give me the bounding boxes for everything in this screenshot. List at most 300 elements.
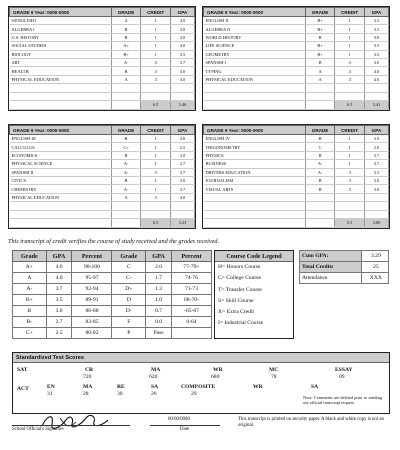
term-total-credit: 6.5 — [335, 100, 365, 109]
legend-item: T= Transfer Course — [218, 286, 262, 293]
course-gpa — [364, 92, 388, 100]
course-row — [10, 185, 195, 193]
course-row — [10, 67, 195, 75]
course-row — [204, 185, 389, 193]
course-name — [10, 210, 112, 218]
course-credit: 1 — [335, 17, 365, 25]
course-row — [204, 67, 389, 75]
sat-header-essay: ESSAY — [335, 367, 353, 373]
course-grade: B+ — [305, 25, 335, 33]
course-gpa: 3.7 — [170, 160, 194, 168]
act-label: ACT — [17, 386, 29, 392]
standardized-test-scores — [12, 352, 390, 414]
gpa-summary-table — [299, 250, 389, 284]
course-credit: 1 — [141, 185, 171, 193]
term-total-spacer — [305, 218, 335, 227]
sat-header-ma: MA — [151, 367, 161, 373]
grade-scale-cell: D+ — [112, 284, 146, 295]
cum-gpa-value: 3.29 — [361, 251, 388, 262]
course-grade — [305, 92, 335, 100]
course-name — [204, 92, 306, 100]
legend-item: X= Extra Credit — [218, 309, 255, 316]
course-row — [204, 33, 389, 41]
course-credit — [335, 202, 365, 210]
course-credit: 1 — [141, 160, 171, 168]
term-total-gpa: 3.23 — [170, 218, 194, 227]
term-total-credit: 6.5 — [141, 218, 171, 227]
grade-scale-cell: 2.0 — [146, 262, 172, 273]
course-credit: .5 — [335, 58, 365, 66]
grade-scale-cell: B — [13, 306, 47, 317]
course-grade — [305, 193, 335, 201]
term-header-cell: GRADE — [305, 126, 335, 135]
course-gpa — [170, 92, 194, 100]
course-grade: B+ — [111, 50, 141, 58]
grade-scale-cell: 1.0 — [146, 295, 172, 306]
course-name: SOCIAL STUDIES — [10, 42, 112, 50]
course-gpa: 4.0 — [170, 42, 194, 50]
course-grade: B — [111, 151, 141, 159]
grade-scale-cell: 3.7 — [46, 284, 72, 295]
grade-scale-header-cell: GPA — [46, 251, 72, 262]
term-header-cell: GRADE — [111, 126, 141, 135]
legend-title: Course Code Legend — [215, 251, 293, 262]
course-name: ECONOMICS — [10, 151, 112, 159]
term-header-cell: GPA — [364, 8, 388, 17]
course-gpa: 4.0 — [364, 67, 388, 75]
date-line — [150, 425, 220, 426]
course-gpa: 3.5 — [170, 50, 194, 58]
grade-scale-cell: B- — [13, 317, 47, 328]
act-header-en: EN — [47, 384, 55, 390]
grade-scale-cell: 2.7 — [46, 317, 72, 328]
course-name — [204, 84, 306, 92]
course-gpa: 3.7 — [364, 160, 388, 168]
date-label: Date — [180, 427, 190, 432]
course-row — [10, 33, 195, 41]
grade-scale-row — [13, 295, 212, 306]
course-gpa: 3.0 — [170, 176, 194, 184]
course-name — [10, 92, 112, 100]
course-row — [10, 176, 195, 184]
course-credit: .5 — [141, 58, 171, 66]
course-grade — [305, 84, 335, 92]
term-total-spacer — [204, 218, 306, 227]
term-header-cell: CREDIT — [335, 126, 365, 135]
course-name: ENGLISH II — [204, 17, 306, 25]
course-grade: B — [305, 176, 335, 184]
course-name — [10, 84, 112, 92]
course-name: SPANISH I — [204, 58, 306, 66]
term-total-spacer — [111, 218, 141, 227]
course-name: BIOLOGY — [10, 50, 112, 58]
grade-scale-cell: 0.7 — [146, 306, 172, 317]
total-credits-label: Total Credits — [300, 262, 362, 273]
term-header-row — [204, 126, 389, 135]
course-row — [204, 92, 389, 100]
course-gpa: 3.0 — [364, 33, 388, 41]
course-gpa: 3.0 — [364, 58, 388, 66]
term-header-cell: CREDIT — [141, 8, 171, 17]
grade-scale-cell: P — [112, 328, 146, 339]
act-value-ma: 28 — [83, 391, 89, 397]
term-header-cell: GRADE 9 Year: 0000-0000 — [10, 8, 112, 17]
course-credit — [335, 92, 365, 100]
term-header-cell: GPA — [364, 126, 388, 135]
summary-row — [300, 273, 389, 284]
term-total-row — [204, 218, 389, 227]
course-credit: 1 — [335, 42, 365, 50]
course-grade: A- — [111, 168, 141, 176]
grade-scale-cell: 80-82 — [72, 328, 112, 339]
grade-scale-cell: A- — [13, 284, 47, 295]
course-name: PHYSICS — [204, 151, 306, 159]
term-total-row — [204, 100, 389, 109]
act-header-composite: COMPOSITE — [181, 384, 216, 390]
course-grade — [305, 210, 335, 218]
signature-line — [12, 425, 130, 426]
course-grade: B+ — [305, 17, 335, 25]
grade-scale-row — [13, 317, 212, 328]
grade-scale-cell: D- — [112, 306, 146, 317]
act-header-ma: MA — [83, 384, 93, 390]
term-header-cell: GPA — [170, 126, 194, 135]
grade-scale-cell: 3.5 — [46, 295, 72, 306]
course-gpa — [364, 84, 388, 92]
course-credit: 1 — [335, 135, 365, 143]
course-gpa — [364, 202, 388, 210]
signature-label: School Official's Signature — [12, 427, 64, 432]
course-gpa: 3.0 — [364, 135, 388, 143]
course-name: TRIGONOMETRY — [204, 143, 306, 151]
course-gpa: 4.0 — [364, 75, 388, 83]
course-gpa — [170, 210, 194, 218]
course-gpa: 3.7 — [170, 185, 194, 193]
sat-value-mc: 78 — [271, 374, 277, 380]
total-credits-value: 25 — [361, 262, 388, 273]
course-grade: A- — [111, 185, 141, 193]
course-row — [10, 50, 195, 58]
course-gpa: 2.5 — [170, 143, 194, 151]
grade-scale-cell: F — [112, 317, 146, 328]
term-header-cell: GRADE — [305, 8, 335, 17]
grade-scale-cell: 89-91 — [72, 295, 112, 306]
term-total-spacer — [111, 100, 141, 109]
course-credit — [141, 92, 171, 100]
course-grade: A- — [111, 160, 141, 168]
legend-item: I= Industrial Course — [218, 320, 264, 327]
course-grade: B — [305, 58, 335, 66]
course-row — [10, 75, 195, 83]
course-credit: 1 — [141, 143, 171, 151]
course-credit: 1 — [141, 33, 171, 41]
course-credit: 1 — [141, 17, 171, 25]
course-grade: C — [305, 143, 335, 151]
legend-item: S= Skill Course — [218, 297, 254, 304]
course-grade: B — [111, 25, 141, 33]
course-row — [10, 17, 195, 25]
grade-scale-cell: 71-73 — [171, 284, 211, 295]
term-header-cell: GRADE 9 Year: 0000-0000 — [204, 8, 306, 17]
grade-scale-cell: 4.0 — [46, 262, 72, 273]
course-gpa: 3.0 — [170, 33, 194, 41]
course-row — [204, 210, 389, 218]
grade-scale-cell: C- — [112, 273, 146, 284]
course-credit: 1 — [141, 50, 171, 58]
course-credit: 1 — [141, 42, 171, 50]
course-gpa: 3.0 — [364, 176, 388, 184]
course-name: HEALTH — [10, 67, 112, 75]
course-gpa: 4.0 — [170, 193, 194, 201]
act-value-sa: 26 — [151, 391, 157, 397]
course-gpa: 4.0 — [170, 75, 194, 83]
course-credit: 1 — [335, 33, 365, 41]
course-name: ENGLISH IV — [204, 135, 306, 143]
grade-scale-cell: 2.5 — [46, 328, 72, 339]
date-value: 00/00/0000 — [168, 417, 190, 422]
course-grade — [111, 210, 141, 218]
sat-value-essay: 09 — [339, 374, 345, 380]
legend-item: H= Honors Course — [218, 264, 261, 270]
sat-header-wr: WR — [213, 367, 223, 373]
course-gpa — [170, 84, 194, 92]
course-row — [10, 84, 195, 92]
course-grade: B — [111, 135, 141, 143]
course-gpa: 3.5 — [364, 42, 388, 50]
course-credit — [141, 210, 171, 218]
course-grade: B — [111, 67, 141, 75]
course-gpa — [364, 193, 388, 201]
course-row — [10, 160, 195, 168]
act-header-sa2: SA — [311, 384, 319, 390]
course-row — [10, 151, 195, 159]
course-credit: 1 — [335, 143, 365, 151]
sat-label: SAT — [17, 367, 28, 373]
course-credit — [335, 84, 365, 92]
course-name — [204, 202, 306, 210]
grade-scale-cell — [171, 328, 211, 339]
course-gpa: 3.0 — [170, 67, 194, 75]
grade-scale-header — [13, 251, 212, 262]
course-gpa: 3.0 — [364, 185, 388, 193]
term-header-row — [10, 126, 195, 135]
grade-scale-cell: -65-67 — [171, 306, 211, 317]
grade-scale-header-cell: Percent — [72, 251, 112, 262]
course-gpa: 3.5 — [364, 50, 388, 58]
act-value-en: 31 — [47, 391, 53, 397]
course-grade: A+ — [111, 42, 141, 50]
term-grid — [203, 7, 389, 110]
grade-scale-header-cell: Grade — [112, 251, 146, 262]
course-grade: A- — [305, 160, 335, 168]
course-name: BUSINESS — [204, 160, 306, 168]
grade-scale-row — [13, 273, 212, 284]
course-credit — [335, 193, 365, 201]
course-gpa: 3.0 — [170, 151, 194, 159]
course-name: TYPING — [204, 67, 306, 75]
grade-scale-cell: 95-97 — [72, 273, 112, 284]
course-gpa: 3.0 — [170, 25, 194, 33]
course-gpa: 3.0 — [170, 135, 194, 143]
course-credit: .5 — [141, 75, 171, 83]
grade-scale-table — [12, 250, 212, 339]
course-row — [204, 42, 389, 50]
cum-gpa-label: Cum GPA: — [300, 251, 362, 262]
course-gpa: 3.7 — [364, 151, 388, 159]
course-grade: C+ — [111, 143, 141, 151]
course-credit — [141, 202, 171, 210]
term-table-1 — [8, 6, 196, 111]
term-header-cell: CREDIT — [335, 8, 365, 17]
grade-scale-cell: 98-100 — [72, 262, 112, 273]
term-total-spacer — [305, 100, 335, 109]
sat-header-cr: CR — [85, 367, 94, 373]
course-name — [204, 210, 306, 218]
course-credit — [335, 210, 365, 218]
course-name: ALGEBRA I — [10, 25, 112, 33]
course-name: GEOMETRY — [204, 50, 306, 58]
course-row — [10, 143, 195, 151]
course-name: SPANISH II — [10, 168, 112, 176]
grade-scale-header-cell: Grade — [13, 251, 47, 262]
sat-value-cr: 720 — [83, 374, 92, 380]
course-credit: .5 — [335, 168, 365, 176]
term-total-credit: 5.5 — [335, 218, 365, 227]
term-total-gpa: 3.06 — [364, 218, 388, 227]
course-row — [204, 58, 389, 66]
course-credit — [141, 84, 171, 92]
course-credit: .5 — [335, 67, 365, 75]
act-value-composite: 29 — [191, 391, 197, 397]
grade-scale-cell: 74-76 — [171, 273, 211, 284]
grade-scale-cell: 4.0 — [46, 273, 72, 284]
course-grade: A- — [111, 58, 141, 66]
course-name: PHYSICAL SCIENCE — [10, 160, 112, 168]
course-grade: B — [305, 135, 335, 143]
course-grade — [305, 202, 335, 210]
grade-scale-cell: 83-85 — [72, 317, 112, 328]
term-total-spacer — [10, 218, 112, 227]
course-grade — [111, 84, 141, 92]
course-credit: .5 — [335, 75, 365, 83]
course-gpa: 3.5 — [364, 17, 388, 25]
term-header-row — [10, 8, 195, 17]
course-row — [204, 135, 389, 143]
course-grade: A — [111, 75, 141, 83]
term-header-cell: GRADE — [111, 8, 141, 17]
course-name: PHYSICAL EDUCATION — [10, 193, 112, 201]
test-scores-title: Standardized Test Scores — [13, 353, 389, 363]
course-credit: 1 — [335, 160, 365, 168]
course-grade: A — [305, 67, 335, 75]
course-name: ART — [10, 58, 112, 66]
course-row — [10, 42, 195, 50]
course-row — [204, 168, 389, 176]
course-grade — [111, 92, 141, 100]
term-grid — [9, 125, 195, 228]
term-total-spacer — [10, 100, 112, 109]
attendance-label: Attendance — [300, 273, 362, 284]
course-name: VISUAL ARTS — [204, 185, 306, 193]
course-credit: .5 — [335, 176, 365, 184]
term-total-spacer — [204, 100, 306, 109]
summary-row — [300, 262, 389, 273]
course-row — [10, 135, 195, 143]
grade-scale-cell: 1.7 — [146, 273, 172, 284]
grade-scale-cell: 0-64 — [171, 317, 211, 328]
grade-scale-header-cell: GPA — [146, 251, 172, 262]
course-row — [204, 75, 389, 83]
course-grade: B — [111, 176, 141, 184]
grade-scale-row — [13, 284, 212, 295]
course-grade: B — [305, 33, 335, 41]
course-row — [10, 193, 195, 201]
term-total-credit: 6.5 — [141, 100, 171, 109]
grade-scale-cell: 0.0 — [146, 317, 172, 328]
course-name: ALGEBRA II — [204, 25, 306, 33]
course-credit: .5 — [141, 67, 171, 75]
attendance-value: XXX — [361, 273, 388, 284]
course-grade: B — [111, 33, 141, 41]
term-table-3 — [8, 124, 196, 229]
term-total-gpa: 3.46 — [170, 100, 194, 109]
course-name: PHYSICAL EDUCATION — [204, 75, 306, 83]
course-grade: B+ — [305, 42, 335, 50]
course-row — [10, 25, 195, 33]
course-row — [204, 151, 389, 159]
course-gpa — [364, 210, 388, 218]
sat-value-ma: 620 — [149, 374, 158, 380]
term-header-cell: GPA — [170, 8, 194, 17]
summary-row — [300, 251, 389, 262]
course-name: CALCULUS — [10, 143, 112, 151]
course-credit: 1 — [335, 25, 365, 33]
course-grade: A — [305, 75, 335, 83]
course-credit: 1 — [335, 151, 365, 159]
course-name: LIFE SCIENCE — [204, 42, 306, 50]
course-grade — [111, 202, 141, 210]
grade-scale-cell: 92-94 — [72, 284, 112, 295]
term-total-row — [10, 218, 195, 227]
course-grade: B — [305, 151, 335, 159]
test-scores-note: Note: Comments are deleted prior to sending out official transcript request. — [303, 395, 383, 406]
course-credit: .5 — [141, 193, 171, 201]
course-grade: A- — [305, 168, 335, 176]
course-credit: .5 — [141, 168, 171, 176]
course-credit: 1 — [141, 176, 171, 184]
course-row — [204, 176, 389, 184]
term-header-cell: GRADE 9 Year: 0000-0000 — [10, 126, 112, 135]
course-name: U.S. HISTORY — [10, 33, 112, 41]
course-row — [204, 25, 389, 33]
course-credit: 1 — [141, 135, 171, 143]
course-row — [10, 92, 195, 100]
course-name: S/ENGLISH I — [10, 17, 112, 25]
course-grade: B — [305, 185, 335, 193]
term-header-cell: CREDIT — [141, 126, 171, 135]
grade-scale-cell: Pass — [146, 328, 172, 339]
course-grade: B+ — [305, 50, 335, 58]
course-grade: A — [111, 193, 141, 201]
course-gpa: 4.0 — [170, 17, 194, 25]
sat-value-wr: 680 — [211, 374, 220, 380]
course-row — [10, 210, 195, 218]
act-header-wr: WR — [253, 384, 263, 390]
course-credit: 1 — [141, 151, 171, 159]
grade-scale-cell: 68-70- — [171, 295, 211, 306]
term-grid — [9, 7, 195, 110]
term-header-cell: GRADE 9 Year: 0000-0000 — [204, 126, 306, 135]
